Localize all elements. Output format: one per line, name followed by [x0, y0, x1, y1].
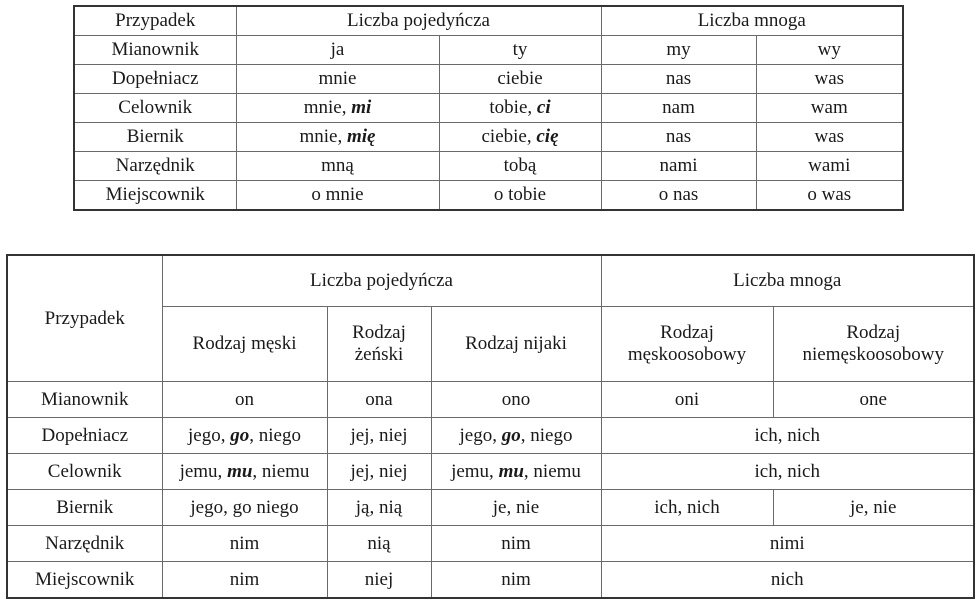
table-row: [74, 65, 903, 94]
cell-text: ciebie,: [481, 126, 537, 148]
cell: wam: [756, 94, 903, 123]
table-row: [74, 94, 903, 123]
cell-text: jemu,: [451, 460, 499, 482]
case-label: Dopełniacz: [7, 418, 162, 454]
cell: o tobie: [439, 181, 601, 211]
header-text: Rodzaj: [660, 322, 714, 344]
cell-text: , niemu: [252, 460, 310, 482]
cell: wami: [756, 152, 903, 181]
personal-pronouns-table: [73, 5, 904, 211]
cell: nich: [601, 562, 974, 599]
case-label: Celownik: [74, 94, 236, 123]
header-text: Rodzaj: [352, 322, 406, 344]
cell: o mnie: [236, 181, 439, 211]
third-person-pronouns-table: [6, 254, 975, 599]
header-masculine: Rodzaj męski: [162, 307, 327, 382]
short-form: go: [230, 424, 250, 446]
table-row: [7, 490, 974, 526]
case-label: Biernik: [74, 123, 236, 152]
cell-text: tobie,: [489, 97, 537, 119]
short-form: go: [501, 424, 521, 446]
case-label: Narzędnik: [7, 526, 162, 562]
cell-text: mnie,: [303, 97, 352, 119]
cell: nim: [431, 562, 601, 599]
cell: jego, go niego: [162, 490, 327, 526]
table-row: [7, 526, 974, 562]
cell: my: [601, 36, 756, 65]
cell-text: jemu,: [179, 460, 228, 482]
table-row: [74, 36, 903, 65]
cell: was: [756, 65, 903, 94]
cell: on: [162, 382, 327, 418]
short-form: ci: [536, 97, 551, 119]
case-label: Miejscownik: [74, 181, 236, 211]
cell: jej, niej: [327, 418, 431, 454]
table-header-row: [7, 255, 974, 307]
cell: nim: [162, 562, 327, 599]
cell: nią: [327, 526, 431, 562]
header-neuter: Rodzaj nijaki: [431, 307, 601, 382]
cell: o was: [756, 181, 903, 211]
cell-text: , niego: [520, 424, 573, 446]
short-form: mu: [227, 460, 253, 482]
header-singular: Liczba pojedyńcza: [162, 255, 601, 307]
cell: was: [756, 123, 903, 152]
header-plural: Liczba mnoga: [601, 255, 974, 307]
case-label: Mianownik: [7, 382, 162, 418]
table-row: [74, 181, 903, 211]
header-text: Rodzaj: [846, 322, 901, 344]
cell: [439, 123, 601, 152]
cell: jej, niej: [327, 454, 431, 490]
case-label: Mianownik: [74, 36, 236, 65]
case-label: Miejscownik: [7, 562, 162, 599]
cell-text: jego,: [188, 424, 231, 446]
cell: ciebie: [439, 65, 601, 94]
table-row: [7, 382, 974, 418]
cell: ja: [236, 36, 439, 65]
header-masculine-personal: [601, 307, 773, 382]
cell: ją, nią: [327, 490, 431, 526]
header-text: męskoosobowy: [627, 344, 747, 365]
cell: one: [773, 382, 974, 418]
header-case: Przypadek: [74, 6, 236, 36]
cell: ich, nich: [601, 454, 974, 490]
cell: nim: [162, 526, 327, 562]
cell: oni: [601, 382, 773, 418]
cell: ich, nich: [601, 490, 773, 526]
table-row: [7, 562, 974, 599]
cell-text: , niego: [249, 424, 301, 446]
header-case: Przypadek: [7, 255, 162, 382]
cell: [236, 123, 439, 152]
cell-text: jego,: [459, 424, 502, 446]
cell: [431, 454, 601, 490]
cell: nami: [601, 152, 756, 181]
short-form: mi: [351, 97, 372, 119]
header-text: żeński: [354, 344, 404, 365]
cell-text: , niemu: [523, 460, 581, 482]
case-label: Narzędnik: [74, 152, 236, 181]
short-form: mu: [498, 460, 524, 482]
cell: ich, nich: [601, 418, 974, 454]
cell: je, nie: [431, 490, 601, 526]
cell: mną: [236, 152, 439, 181]
table-row: [7, 418, 974, 454]
cell: [439, 94, 601, 123]
cell: je, nie: [773, 490, 974, 526]
case-label: Celownik: [7, 454, 162, 490]
cell: nim: [431, 526, 601, 562]
header-singular: Liczba pojedyńcza: [236, 6, 601, 36]
cell: nam: [601, 94, 756, 123]
cell: nas: [601, 65, 756, 94]
case-label: Biernik: [7, 490, 162, 526]
cell: [162, 418, 327, 454]
cell: tobą: [439, 152, 601, 181]
short-form: cię: [536, 126, 559, 148]
case-label: Dopełniacz: [74, 65, 236, 94]
cell-text: mnie,: [299, 126, 347, 148]
cell: [431, 418, 601, 454]
cell: o nas: [601, 181, 756, 211]
cell: ty: [439, 36, 601, 65]
short-form: mię: [347, 126, 376, 148]
header-feminine: [327, 307, 431, 382]
cell: [236, 94, 439, 123]
cell: ono: [431, 382, 601, 418]
table-row: [7, 454, 974, 490]
header-text: niemęskoosobowy: [802, 344, 944, 365]
cell: mnie: [236, 65, 439, 94]
header-non-masculine-personal: [773, 307, 974, 382]
table-row: [74, 152, 903, 181]
table-header-row: [74, 6, 903, 36]
cell: [162, 454, 327, 490]
table-row: [74, 123, 903, 152]
cell: wy: [756, 36, 903, 65]
cell: nimi: [601, 526, 974, 562]
header-plural: Liczba mnoga: [601, 6, 903, 36]
cell: nas: [601, 123, 756, 152]
cell: niej: [327, 562, 431, 599]
cell: ona: [327, 382, 431, 418]
